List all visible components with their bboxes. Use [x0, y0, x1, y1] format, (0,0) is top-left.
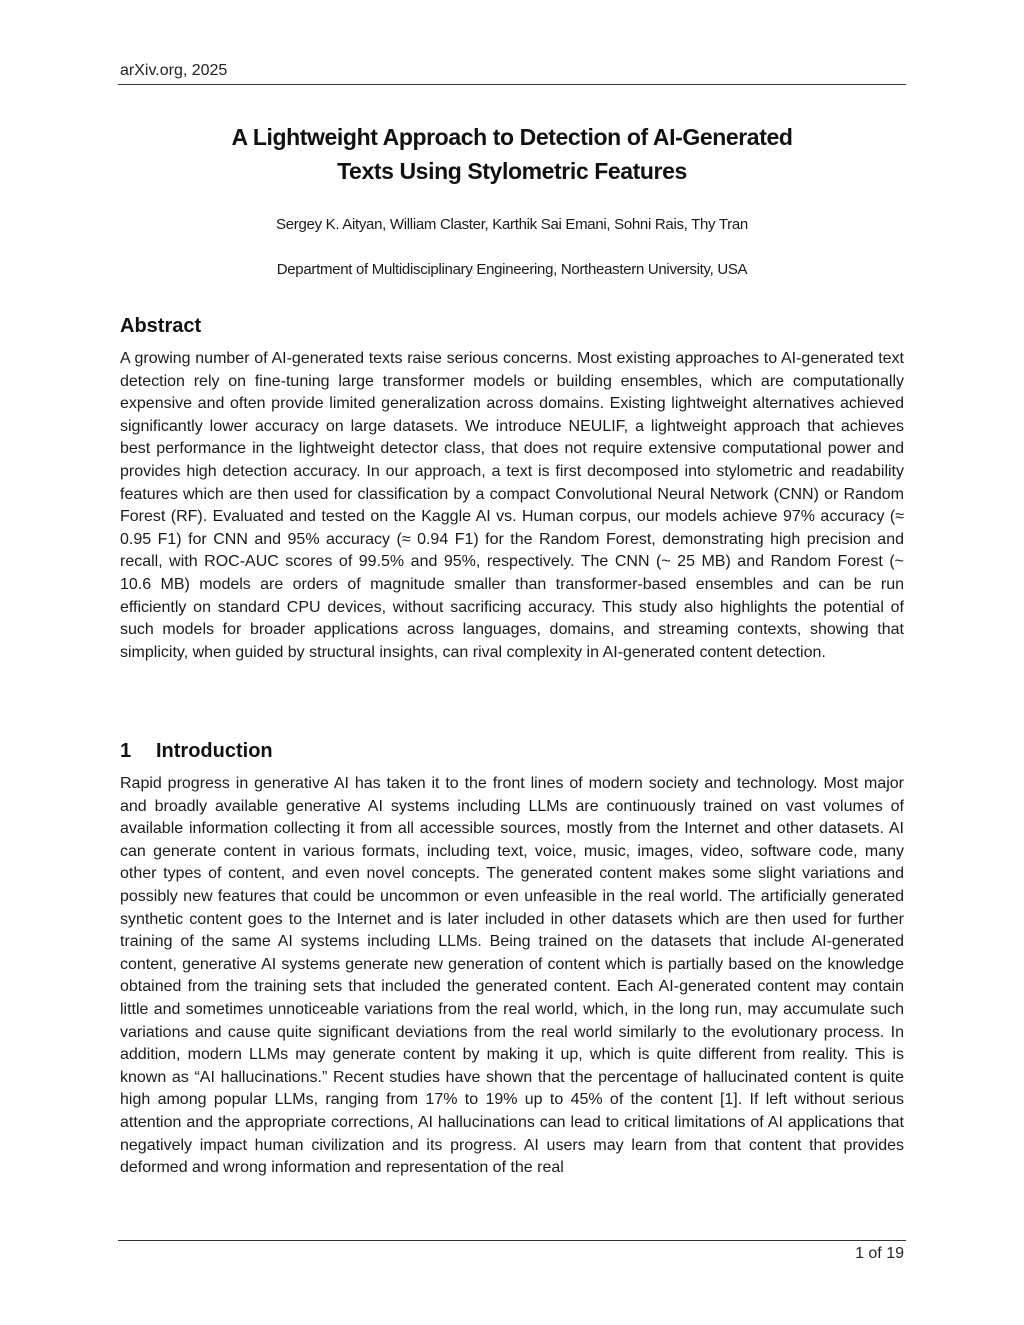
title-line-2: Texts Using Stylometric Features	[337, 158, 687, 184]
section-title: Introduction	[156, 740, 273, 762]
header-divider	[118, 84, 906, 85]
page-number: 1 of 19	[855, 1245, 904, 1262]
running-header: arXiv.org, 2025	[120, 62, 228, 79]
footer-divider	[118, 1240, 906, 1241]
abstract-heading: Abstract	[120, 315, 202, 337]
section-number: 1	[120, 740, 132, 762]
introduction-heading	[120, 740, 273, 763]
author-list: Sergey K. Aityan, William Claster, Karthik Sai Emani, Sohni Rais, Thy Tran	[276, 216, 748, 233]
author-affiliation: Department of Multidisciplinary Engineering, Northeastern University, USA	[276, 261, 748, 278]
paper-title	[120, 120, 904, 188]
title-line-1: A Lightweight Approach to Detection of AI-Generated	[231, 124, 793, 150]
introduction-body: Rapid progress in generative AI has taken it to the front lines of modern society and technology. Most major and broadly available generative AI systems including LLMs are continuously trained on vast volumes of available information collecting it from all accessible sources, mostly from the Internet and other datasets. AI can generate content in various formats, including text, voice, music, images, video, software code, many other types of content, and even novel concepts. The generated content makes some slight variations and possibly new features that could be uncommon or even unfeasible in the real world. The artificially generated synthetic content goes to the Internet and is later included in other datasets which are then used for further training of the same AI systems including LLMs. Being trained on the datasets that include AI-generated content, generative AI systems generate new generation of content which is partially based on the knowledge obtained from the training sets that included the generated content. Each AI-generated content may contain little and sometimes unnoticeable variations from the real world, which, in the long run, may accumulate such variations and cause quite significant deviations from the real world similarly to the evolutionary process. In addition, modern LLMs may generate content by making it up, which is quite different from reality. This is known as “AI hallucinations.” Recent studies have shown that the percentage of hallucinated content is quite high among popular LLMs, ranging from 17% to 19% up to 45% of the content [1]. If left without serious attention and the appropriate corrections, AI hallucinations can lead to critical limitations of AI applications that negatively impact human civilization and its progress. AI users may learn from that content that provides deformed and wrong information and representation of the real	[120, 775, 904, 1177]
abstract-body: A growing number of AI-generated texts raise serious concerns. Most existing approaches to AI-generated text detection rely on fine-tuning large transformer models or building ensembles, which are computationally expensive and often provide limited generalization across domains. Existing lightweight alternatives achieved significantly lower accuracy on large datasets. We introduce NEULIF, a lightweight approach that achieves best performance in the lightweight detector class, that does not require extensive computational power and provides high detection accuracy. In our approach, a text is first decomposed into stylometric and readability features which are then used for classification by a compact Convolutional Neural Network (CNN) or Random Forest (RF). Evaluated and tested on the Kaggle AI vs. Human corpus, our models achieve 97% accuracy (≈ 0.95 F1) for CNN and 95% accuracy (≈ 0.94 F1) for the Random Forest, demonstrating high precision and recall, with ROC-AUC scores of 99.5% and 95%, respectively. The CNN (~ 25 MB) and Random Forest (~ 10.6 MB) models are orders of magnitude smaller than transformer-based ensembles and can be run efficiently on standard CPU devices, without sacrificing accuracy. This study also highlights the potential of such models for broader applications across languages, domains, and streaming contexts, showing that simplicity, when guided by structural insights, can rival complexity in AI-generated content detection.	[120, 350, 904, 661]
